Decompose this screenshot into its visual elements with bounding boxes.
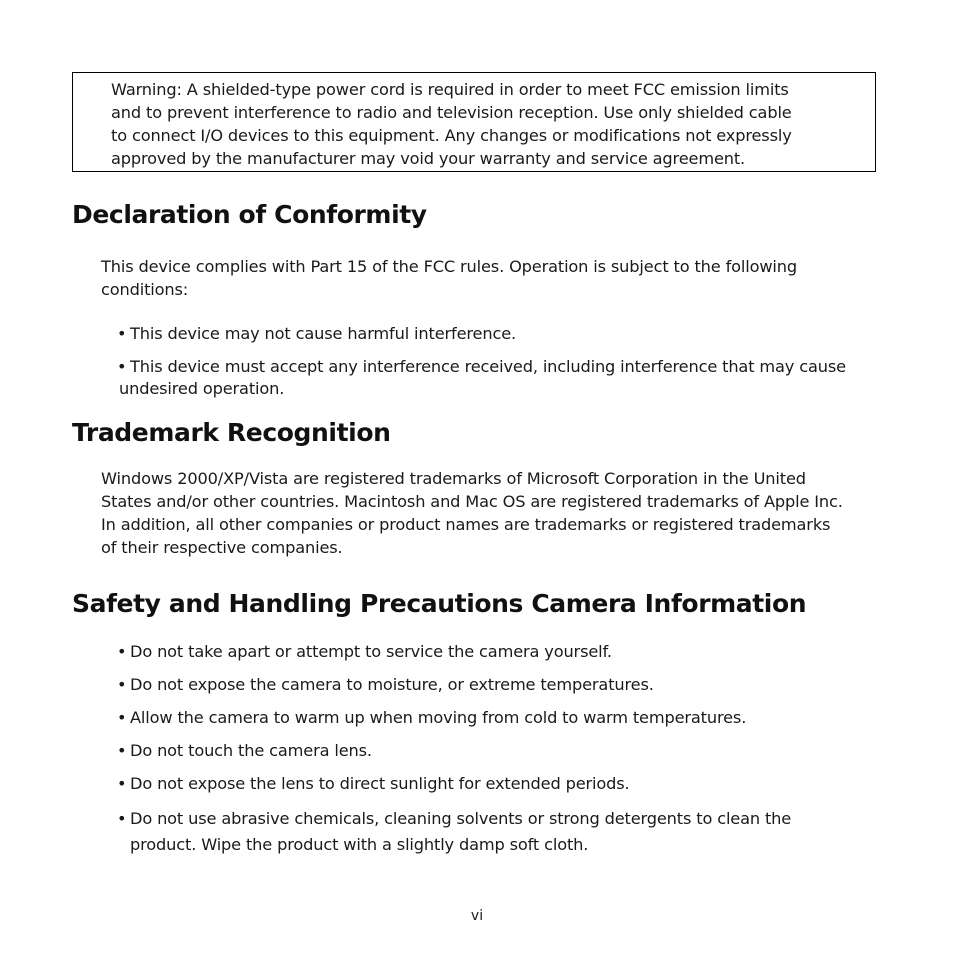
bullet-text: Do not expose the camera to moisture, or extreme temperatures. [130, 675, 654, 694]
safety-bullet-item [117, 740, 372, 762]
bullet-text: Do not use abrasive chemicals, cleaning solvents or strong detergents to clean the [130, 809, 792, 828]
trademark-line: In addition, all other companies or product names are trademarks or registered trademarks [101, 515, 831, 534]
bullet-text: Do not touch the camera lens. [130, 741, 372, 760]
bullet-symbol: • [117, 357, 127, 376]
bullet-text-continued: undesired operation. [119, 379, 285, 398]
bullet-text: Do not expose the lens to direct sunlight for extended periods. [130, 774, 630, 793]
trademark-line: States and/or other countries. Macintosh and Mac OS are registered trademarks of Apple Inc. [101, 492, 843, 511]
bullet-text: Allow the camera to warm up when moving from cold to warm temperatures. [130, 708, 747, 727]
safety-bullet-item [117, 641, 612, 663]
page-number: vi [470, 908, 484, 924]
declaration-bullet-item [117, 323, 516, 345]
declaration-intro-line: This device complies with Part 15 of the FCC rules. Operation is subject to the following [101, 257, 797, 276]
trademark-paragraph [101, 467, 843, 559]
safety-bullet-item [117, 773, 630, 795]
warning-text-line: to connect I/O devices to this equipment. Any changes or modifications not expressly [111, 126, 792, 145]
bullet-symbol: • [117, 642, 127, 661]
trademark-line: Windows 2000/XP/Vista are registered trademarks of Microsoft Corporation in the United [101, 469, 806, 488]
warning-text-line: and to prevent interference to radio and television reception. Use only shielded cable [111, 103, 792, 122]
safety-bullet-item [117, 707, 746, 729]
warning-text-line: Warning: A shielded-type power cord is required in order to meet FCC emission limits [111, 80, 789, 99]
bullet-symbol: • [117, 324, 127, 343]
bullet-symbol: • [117, 809, 127, 828]
bullet-text-continued: product. Wipe the product with a slightly damp soft cloth. [130, 835, 589, 854]
warning-box [72, 72, 876, 172]
bullet-symbol: • [117, 741, 127, 760]
trademark-heading: Trademark Recognition [72, 418, 391, 447]
bullet-symbol: • [117, 774, 127, 793]
bullet-text: Do not take apart or attempt to service the camera yourself. [130, 642, 612, 661]
bullet-symbol: • [117, 708, 127, 727]
bullet-text: This device may not cause harmful interference. [130, 324, 516, 343]
bullet-symbol: • [117, 675, 127, 694]
warning-text-line: approved by the manufacturer may void your warranty and service agreement. [111, 149, 746, 168]
safety-heading: Safety and Handling Precautions Camera Information [72, 589, 807, 618]
safety-bullet-item [117, 806, 791, 858]
bullet-text: This device must accept any interference received, including interference that may cause [130, 357, 846, 376]
declaration-intro-line: conditions: [101, 280, 189, 299]
safety-bullet-item [117, 674, 654, 696]
declaration-heading: Declaration of Conformity [72, 200, 427, 229]
declaration-intro [101, 255, 797, 301]
trademark-line: of their respective companies. [101, 538, 343, 557]
declaration-bullet-item [117, 356, 846, 400]
